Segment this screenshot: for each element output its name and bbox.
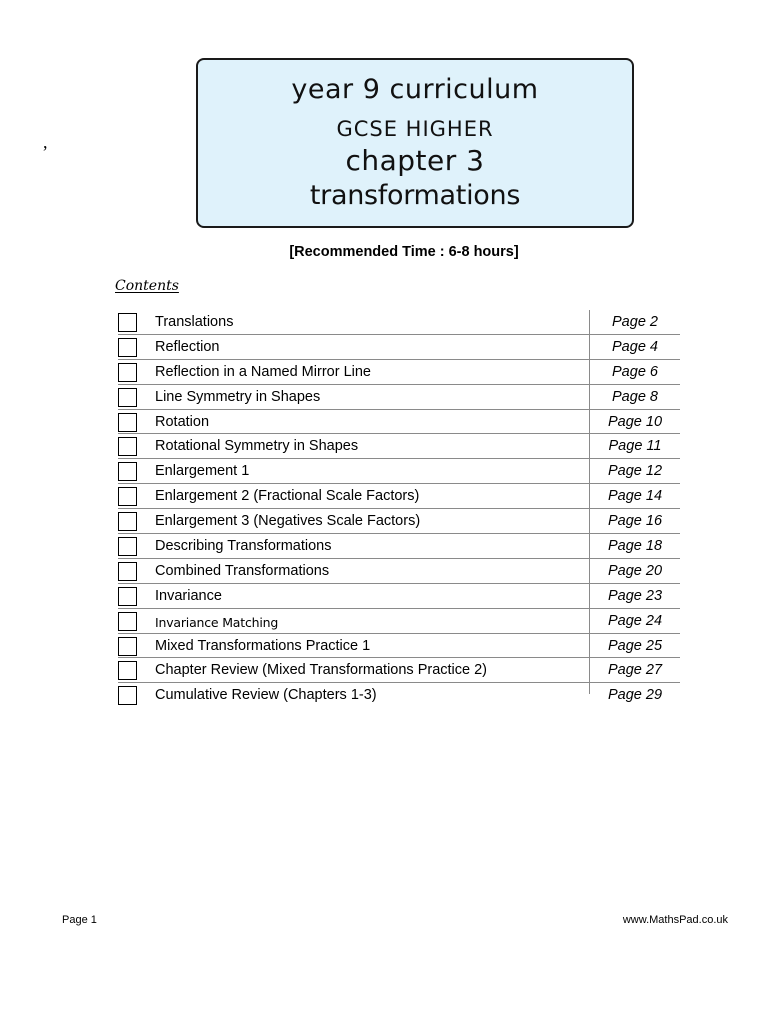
checkbox[interactable]: [118, 487, 137, 506]
curriculum-title: year 9 curriculum: [291, 74, 539, 105]
toc-row: [118, 459, 680, 484]
toc-page: Page 8: [612, 388, 658, 405]
toc-title: Rotational Symmetry in Shapes: [155, 438, 359, 455]
checkbox[interactable]: [118, 537, 137, 556]
checkbox[interactable]: [118, 437, 137, 456]
toc-title: Reflection in a Named Mirror Line: [155, 363, 371, 380]
checkbox[interactable]: [118, 338, 137, 357]
toc-page: Page 29: [607, 687, 663, 704]
toc-title: Combined Transformations: [155, 562, 330, 579]
table-of-contents: [118, 310, 680, 707]
checkbox[interactable]: [118, 413, 137, 432]
toc-row: [118, 360, 680, 385]
toc-page: Page 14: [607, 488, 663, 505]
toc-title: Describing Transformations: [155, 538, 332, 555]
toc-title: Invariance Matching: [155, 614, 279, 630]
checkbox[interactable]: [118, 562, 137, 581]
toc-row: [118, 559, 680, 584]
toc-page: Page 23: [607, 587, 663, 604]
toc-page: Page 16: [607, 513, 663, 530]
toc-row: [118, 609, 680, 634]
checkbox[interactable]: [118, 686, 137, 705]
toc-title: Cumulative Review (Chapters 1-3): [155, 687, 377, 704]
toc-page: Page 20: [607, 562, 663, 579]
checkbox[interactable]: [118, 363, 137, 382]
toc-page: Page 27: [607, 662, 663, 679]
footer-page-number: Page 1: [62, 914, 97, 926]
toc-title: Line Symmetry in Shapes: [155, 388, 321, 405]
toc-row: [118, 484, 680, 509]
toc-title: Enlargement 3 (Negatives Scale Factors): [155, 513, 421, 530]
stray-comma-mark: ,: [43, 132, 48, 152]
toc-page: Page 24: [607, 612, 663, 629]
toc-page: Page 25: [607, 637, 663, 654]
toc-page: Page 12: [607, 463, 663, 480]
toc-title: Mixed Transformations Practice 1: [155, 637, 371, 654]
recommended-time: [Recommended Time : 6-8 hours]: [289, 244, 519, 260]
toc-title: Enlargement 1: [155, 463, 250, 480]
checkbox[interactable]: [118, 388, 137, 407]
contents-heading: Contents: [115, 278, 179, 294]
toc-title: Invariance: [155, 587, 222, 604]
toc-row: [118, 385, 680, 410]
toc-row: [118, 335, 680, 360]
toc-page: Page 11: [608, 438, 662, 455]
checkbox[interactable]: [118, 612, 137, 631]
title-box: [196, 58, 634, 228]
checkbox[interactable]: [118, 512, 137, 531]
toc-title: Chapter Review (Mixed Transformations Practice 2): [155, 662, 488, 679]
footer-website: www.MathsPad.co.uk: [622, 914, 728, 926]
toc-page: Page 2: [612, 314, 658, 330]
toc-row: [118, 509, 680, 534]
checkbox[interactable]: [118, 313, 137, 332]
toc-row: [118, 683, 680, 707]
checkbox[interactable]: [118, 637, 137, 656]
toc-page: Page 10: [607, 413, 663, 430]
checkbox[interactable]: [118, 587, 137, 606]
chapter-title: transformations: [309, 180, 521, 211]
toc-title: Reflection: [155, 338, 220, 355]
toc-row: [118, 534, 680, 559]
toc-page: Page 18: [607, 538, 663, 555]
toc-row: [118, 584, 680, 609]
toc-row: [118, 634, 680, 659]
level-subtitle: GCSE HIGHER: [336, 117, 494, 141]
checkbox[interactable]: [118, 462, 137, 481]
toc-title: Enlargement 2 (Fractional Scale Factors): [155, 488, 420, 505]
checkbox[interactable]: [118, 661, 137, 680]
toc-row: [118, 310, 680, 335]
toc-row: [118, 658, 680, 683]
chapter-number: chapter 3: [345, 144, 485, 177]
toc-title: Translations: [155, 314, 234, 330]
toc-title: Rotation: [155, 413, 210, 430]
toc-page: Page 4: [612, 338, 658, 355]
toc-row: [118, 410, 680, 435]
toc-page: Page 6: [612, 363, 658, 380]
toc-row: [118, 434, 680, 459]
